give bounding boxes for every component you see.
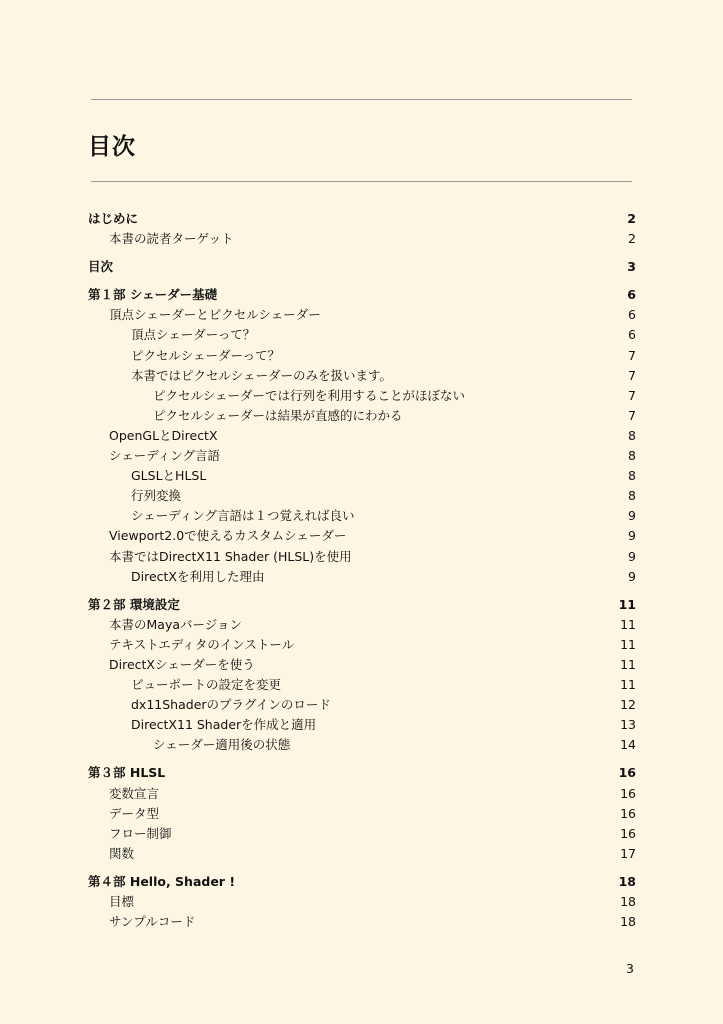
toc-entry[interactable] (88, 346, 636, 366)
toc-entry[interactable] (88, 655, 636, 675)
toc-entry-title: 本書の読者ターゲット (109, 231, 234, 247)
toc-entry-title: テキストエディタのインストール (109, 636, 295, 652)
toc-entry-page: 8 (628, 468, 636, 484)
toc-entry-page: 8 (628, 448, 636, 464)
toc-entry-page: 3 (627, 259, 636, 275)
toc-entry-page: 9 (628, 548, 636, 564)
toc-entry-title: 関数 (109, 845, 135, 861)
toc-entry-page: 16 (620, 785, 636, 801)
toc-entry-title: GLSLとHLSL (131, 468, 207, 484)
toc-entry-title: 第４部 Hello, Shader ! (88, 873, 236, 889)
toc-entry-title: 第１部 シェーダー基礎 (88, 287, 218, 303)
toc-entry[interactable] (88, 486, 636, 506)
toc-entry[interactable] (88, 635, 636, 655)
top-rule (91, 99, 632, 100)
toc-chapter[interactable] (88, 595, 636, 615)
toc-entry-page: 11 (620, 616, 636, 632)
toc-entry-page: 18 (620, 914, 636, 930)
toc-entry-page: 16 (618, 765, 636, 781)
toc-entry-page: 17 (620, 845, 636, 861)
toc-entry-page: 9 (628, 568, 636, 584)
toc-entry-title: シェーディング言語は１つ覚えれば良い (131, 508, 355, 524)
toc-entry-page: 16 (620, 825, 636, 841)
toc-entry-page: 12 (620, 697, 636, 713)
toc-entry-page: 6 (628, 307, 636, 323)
page-number: 3 (626, 961, 634, 976)
toc-entry-title: シェーディング言語 (109, 448, 221, 464)
toc-entry[interactable] (88, 824, 636, 844)
toc-entry-title: DirectXを利用した理由 (131, 568, 265, 584)
table-of-contents (88, 209, 636, 932)
toc-chapter[interactable] (88, 257, 636, 277)
toc-entry-title: 頂点シェーダーとピクセルシェーダー (109, 307, 321, 323)
toc-entry[interactable] (88, 615, 636, 635)
toc-entry[interactable] (88, 366, 636, 386)
toc-entry-page: 7 (628, 407, 636, 423)
toc-entry-title: 行列変換 (131, 488, 182, 504)
toc-entry-page: 9 (628, 528, 636, 544)
toc-entry[interactable] (88, 784, 636, 804)
toc-entry-page: 11 (620, 677, 636, 693)
toc-entry-page: 13 (620, 717, 636, 733)
toc-entry-title: 本書ではDirectX11 Shader (HLSL)を使用 (109, 548, 352, 564)
toc-entry[interactable] (88, 695, 636, 715)
toc-entry-page: 18 (618, 873, 636, 889)
toc-entry-title: 目次 (88, 259, 114, 275)
toc-entry-title: はじめに (88, 211, 139, 226)
toc-entry[interactable] (88, 526, 636, 546)
toc-entry-page: 18 (620, 894, 636, 909)
title-rule (91, 181, 632, 182)
toc-chapter[interactable] (88, 285, 636, 305)
toc-entry[interactable] (88, 406, 636, 426)
toc-entry[interactable] (88, 567, 636, 587)
toc-entry[interactable] (88, 844, 636, 864)
toc-entry-page: 11 (620, 636, 636, 652)
toc-entry-title: 本書ではピクセルシェーダーのみを扱います。 (131, 367, 392, 383)
toc-entry-title: ピクセルシェーダーって？ (131, 347, 280, 363)
toc-entry-page: 16 (620, 805, 636, 821)
toc-entry[interactable] (88, 892, 636, 912)
toc-entry[interactable] (88, 426, 636, 446)
toc-entry[interactable] (88, 506, 636, 526)
toc-chapter[interactable] (88, 209, 636, 229)
toc-entry-page: 8 (628, 488, 636, 504)
toc-entry[interactable] (88, 386, 636, 406)
toc-entry-title: Viewport2.0で使えるカスタムシェーダー (109, 528, 347, 544)
page-title: 目次 (88, 134, 136, 160)
toc-entry-title: サンプルコード (109, 914, 196, 930)
toc-entry-title: DirectX11 Shaderを作成と適用 (131, 717, 317, 733)
toc-entry-title: シェーダー適用後の状態 (153, 737, 291, 753)
toc-entry-title: 第３部 HLSL (88, 765, 166, 781)
toc-entry-page: 7 (628, 367, 636, 383)
toc-entry-page: 7 (628, 347, 636, 363)
toc-entry-page: 9 (628, 508, 636, 524)
toc-entry-page: 14 (620, 737, 636, 753)
toc-entry-page: 2 (627, 211, 636, 226)
toc-entry-title: 第２部 環境設定 (88, 596, 180, 612)
toc-entry-title: ピクセルシェーダーは結果が直感的にわかる (153, 407, 403, 423)
toc-entry-page: 7 (628, 387, 636, 403)
toc-entry[interactable] (88, 912, 636, 932)
toc-entry[interactable] (88, 547, 636, 567)
toc-entry-page: 6 (628, 327, 636, 343)
toc-entry[interactable] (88, 446, 636, 466)
toc-entry[interactable] (88, 305, 636, 325)
toc-chapter[interactable] (88, 872, 636, 892)
toc-entry-title: DirectXシェーダーを使う (109, 656, 255, 672)
toc-entry-title: 目標 (109, 894, 135, 909)
toc-entry[interactable] (88, 715, 636, 735)
toc-entry-title: dx11Shaderのプラグインのロード (131, 697, 331, 713)
toc-entry[interactable] (88, 804, 636, 824)
toc-entry-page: 8 (628, 427, 636, 443)
toc-entry-title: ビューポートの設定を変更 (131, 677, 282, 693)
toc-entry-page: 11 (618, 596, 636, 612)
toc-entry-title: 変数宣言 (109, 785, 160, 801)
toc-entry-title: データ型 (109, 805, 160, 821)
toc-chapter[interactable] (88, 763, 636, 783)
toc-entry[interactable] (88, 735, 636, 755)
toc-entry[interactable] (88, 229, 636, 249)
toc-entry-title: ピクセルシェーダーでは行列を利用することがほぼない (153, 387, 465, 403)
toc-entry[interactable] (88, 466, 636, 486)
toc-entry-page: 2 (628, 231, 636, 247)
toc-entry[interactable] (88, 325, 636, 345)
toc-entry[interactable] (88, 675, 636, 695)
toc-entry-title: 本書のMayaバージョン (109, 616, 243, 632)
toc-entry-title: 頂点シェーダーって？ (131, 327, 256, 343)
toc-entry-page: 11 (620, 656, 636, 672)
toc-entry-page: 6 (627, 287, 636, 303)
toc-entry-title: OpenGLとDirectX (109, 427, 218, 443)
toc-entry-title: フロー制御 (109, 825, 172, 841)
